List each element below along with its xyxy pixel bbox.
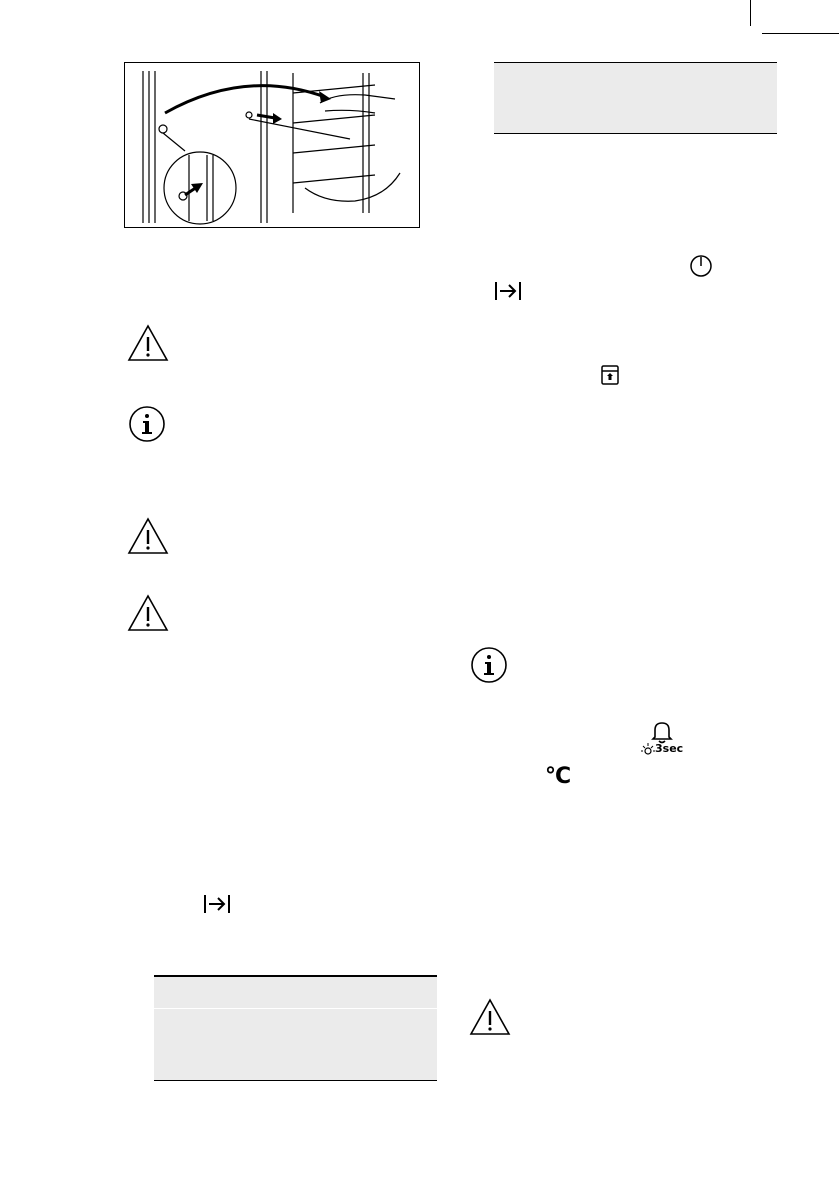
- end-icon: [203, 893, 231, 919]
- shelf-support-installation-illustration: [124, 62, 420, 228]
- lock-icon: [600, 364, 620, 390]
- table-rule-left-bottom: [154, 1080, 437, 1081]
- warning-icon: [127, 517, 169, 559]
- crop-mark-vertical: [750, 0, 751, 26]
- info-icon: [470, 646, 508, 688]
- light-3sec-icon: [640, 742, 686, 762]
- table-left: [154, 975, 437, 1080]
- celsius-icon: °C: [545, 764, 571, 789]
- crop-mark-horizontal: [762, 33, 839, 34]
- info-icon: [128, 405, 166, 447]
- three-sec-label: 3sec: [655, 742, 684, 755]
- table-rule-left-top: [154, 975, 437, 977]
- warning-icon: [127, 594, 169, 636]
- table-rule-right-bottom: [494, 133, 777, 134]
- end-icon: [494, 280, 522, 306]
- table-rule-left-mid: [154, 1008, 437, 1009]
- warning-icon: [127, 324, 169, 366]
- table-rule-right-top: [494, 62, 777, 63]
- clock-icon: [689, 254, 713, 282]
- table-header-right: [494, 62, 777, 133]
- warning-icon: [469, 998, 511, 1040]
